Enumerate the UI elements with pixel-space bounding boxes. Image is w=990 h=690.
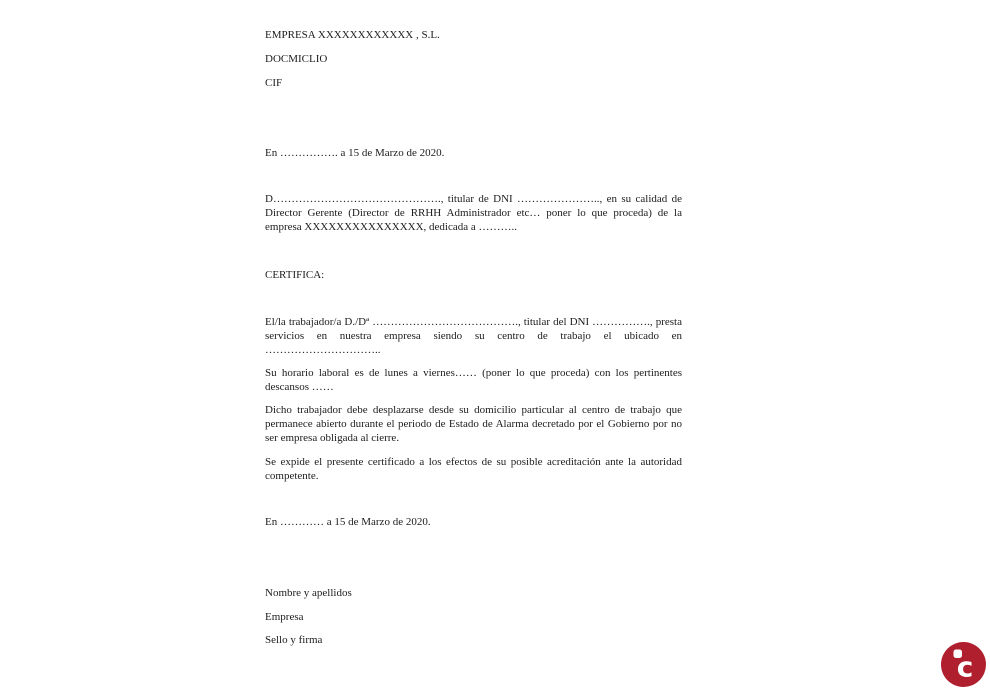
- body-paragraph-worker: El/la trabajador/a D./Dª …………………………………., titular del DNI ……………., presta servicios en nuestra empresa siendo su centro de trabajo el ubicado en …………………………..: [265, 316, 682, 356]
- signature-seal-line: Sello y firma: [265, 634, 323, 646]
- company-name-line: EMPRESA XXXXXXXXXXXX , S.L.: [265, 29, 440, 41]
- ic-logo-svg: [941, 642, 986, 687]
- company-address-line: DOCMICLIO: [265, 53, 328, 65]
- signature-company-line: Empresa: [265, 611, 304, 623]
- date-line-top: En ……………. a 15 de Marzo de 2020.: [265, 147, 445, 159]
- signature-name-line: Nombre y apellidos: [265, 587, 352, 599]
- body-paragraph-issuance: Se expide el presente certificado a los efectos de su posible acreditación ante la autoridad competente.: [265, 456, 682, 482]
- logo-letter: c: [956, 650, 974, 684]
- body-paragraph-commute: Dicho trabajador debe desplazarse desde su domicilio particular al centro de trabajo que permanece abierto durante el periodo de Estado de Alarma decretado por el Gobierno por no ser empresa obligada al cierre.: [265, 404, 682, 444]
- company-cif-line: CIF: [265, 77, 283, 89]
- certifies-heading: CERTIFICA:: [265, 269, 325, 281]
- ic-brand-logo-icon: [941, 642, 986, 687]
- intro-paragraph: D………………………………………., titular de DNI ………………….., en su calidad de Director Gerente (Director de RRHH Administrador etc… poner lo que proceda) de la empresa XXXXXXXXXXXXXXX, dedicada a ………..: [265, 193, 682, 233]
- certificate-document: [265, 28, 682, 647]
- body-paragraph-schedule: Su horario laboral es de lunes a viernes…… (poner lo que proceda) con los pertinentes descansos ……: [265, 367, 682, 393]
- date-line-bottom: En ………… a 15 de Marzo de 2020.: [265, 516, 431, 528]
